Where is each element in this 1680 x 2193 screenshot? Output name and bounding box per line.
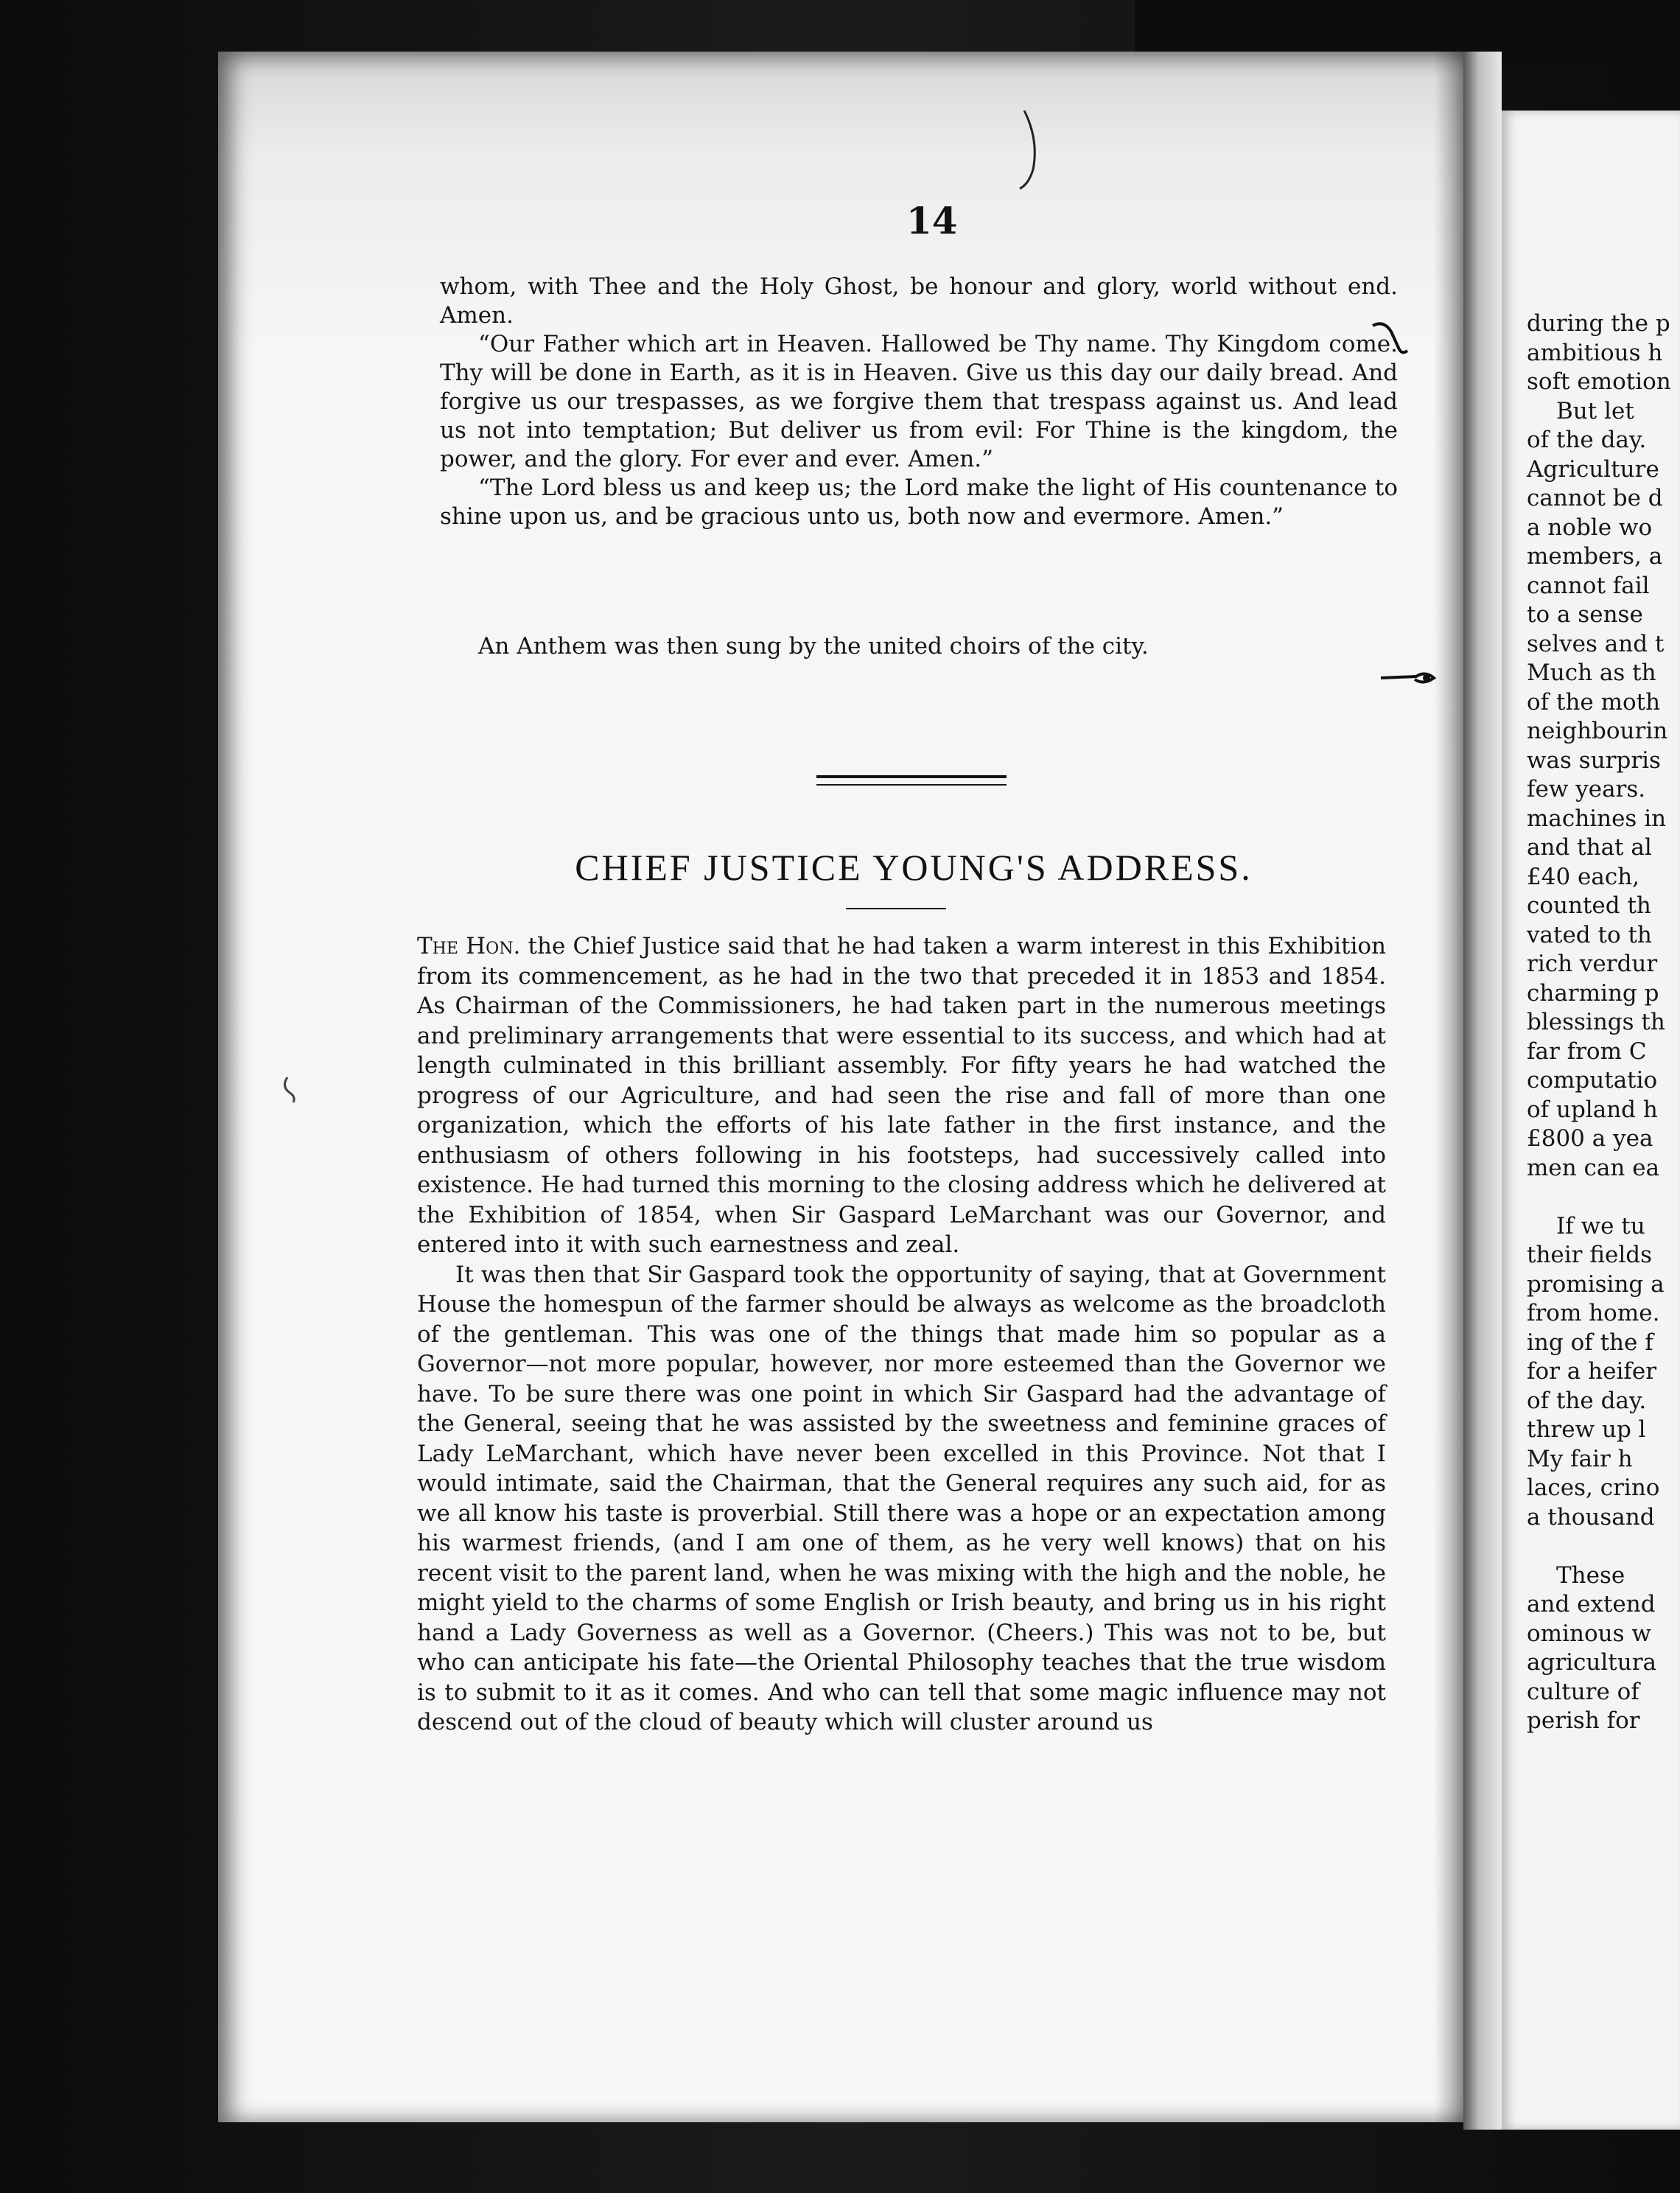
facing-page-line: was surpris: [1527, 746, 1661, 774]
page-number: 14: [906, 199, 958, 242]
facing-page-line: cannot fail: [1527, 572, 1650, 599]
double-rule-bottom: [816, 784, 1007, 786]
section-heading: CHIEF JUSTICE YOUNG'S ADDRESS.: [575, 847, 1253, 888]
facing-page-line: during the p: [1527, 310, 1670, 337]
facing-page-line: But let: [1556, 397, 1634, 424]
facing-page-line: of the day.: [1527, 427, 1647, 453]
facing-page-line: their fields: [1527, 1242, 1653, 1268]
facing-page-line: [1527, 1183, 1680, 1212]
facing-page-line: ambitious h: [1527, 339, 1663, 366]
facing-page-line: These: [1556, 1561, 1625, 1589]
facing-page-line: of the day.: [1527, 1387, 1647, 1414]
facing-page-line: promising a: [1527, 1270, 1665, 1298]
address-paragraph-1: [417, 931, 1386, 1260]
facing-page-line: few years.: [1527, 776, 1646, 802]
facing-page-line: members, a: [1527, 543, 1663, 570]
facing-page-line: rich verdur: [1527, 951, 1658, 977]
facing-page-line: £40 each,: [1527, 863, 1640, 890]
facing-page-line: a thousand: [1527, 1503, 1655, 1531]
page-curl-icon: [1017, 111, 1046, 192]
facing-page-line: neighbourin: [1527, 718, 1668, 744]
facing-page-line: from home.: [1527, 1300, 1660, 1326]
facing-page-line: threw up l: [1527, 1416, 1646, 1443]
book-gutter: [1463, 52, 1502, 2130]
facing-page-line: Much as th: [1527, 660, 1656, 686]
facing-page-line: and extend: [1527, 1591, 1656, 1617]
pen-mark-icon: [1369, 318, 1413, 363]
double-rule-top: [816, 775, 1007, 778]
facing-page-line: [1527, 1532, 1680, 1561]
pen-flourish-icon: [1379, 663, 1438, 693]
address-body: [417, 931, 1386, 1738]
facing-page-line: far from C: [1527, 1038, 1647, 1065]
facing-page-line: computatio: [1527, 1067, 1658, 1094]
facing-page-line: of upland h: [1527, 1096, 1658, 1123]
facing-page-line: to a sense: [1527, 601, 1643, 628]
lords-prayer: “Our Father which art in Heaven. Hallowed be Thy name. Thy Kingdom come. Thy will be done in Earth, as it is in Heaven. Give us this day our daily bread. And forgive us our trespasses, as we forgive them that trespass against us. And lead us not into temptation; But deliver us from evil: For Thine is the kingdom, the power, and the glory. For ever and ever. Amen.”: [440, 331, 1398, 472]
facing-page-line: If we tu: [1556, 1212, 1645, 1239]
facing-page-line: agricultura: [1527, 1649, 1657, 1676]
facing-page-line: counted th: [1527, 892, 1651, 919]
facing-page-line: soft emotion: [1527, 368, 1671, 395]
facing-page-text: [1527, 309, 1680, 1736]
heading-underline: [846, 908, 946, 909]
anthem-line: An Anthem was then sung by the united choirs of the city.: [478, 633, 1149, 660]
benediction: “The Lord bless us and keep us; the Lord make the light of His countenance to shine upon us, and be gracious unto us, both now and evermore. Amen.”: [440, 475, 1398, 530]
facing-page-line: ing of the f: [1527, 1329, 1653, 1356]
facing-page-line: charming p: [1527, 979, 1659, 1007]
facing-page-line: laces, crino: [1527, 1475, 1660, 1501]
facing-page-line: a noble wo: [1527, 514, 1653, 541]
facing-page-line: perish for: [1527, 1707, 1640, 1734]
prayer-closing: whom, with Thee and the Holy Ghost, be honour and glory, world without end. Amen.: [440, 273, 1398, 329]
facing-page-line: machines in: [1527, 805, 1667, 832]
facing-page-line: Agriculture: [1527, 455, 1659, 483]
facing-page-line: £800 a yea: [1527, 1125, 1653, 1152]
facing-page-line: for a heifer: [1527, 1358, 1657, 1385]
facing-page-line: selves and t: [1527, 630, 1665, 657]
facing-page-line: men can ea: [1527, 1154, 1660, 1181]
facing-page-line: and that al: [1527, 834, 1652, 861]
address-paragraph-2: It was then that Sir Gaspard took the opportunity of saying, that at Government House the homespun of the farmer should be always as welcome as the broadcloth of the gentleman. This was one of the things that made him so popular as a Governor—not more popular, however, nor more esteemed than the Governor we have. To be sure there was one point in which Sir Gaspard had the advantage of the General, seeing that he was assisted by the sweetness and feminine graces of Lady LeMarchant, which have never been excelled in this Province. Not that I would intimate, said the Chairman, that the General requires any such aid, for as we all know his taste is proverbial. Still there was a hope or an expectation among his warmest friends, (and I am one of them, as he very well knows) that on his recent visit to the parent land, when he was mixing with the high and the noble, he might yield to the charms of some English or Irish beauty, and bring us in his right hand a Lady Governess as well as a Governor. (Cheers.) This was not to be, but who can anticipate his fate—the Oriental Philosophy teaches that the true wisdom is to submit to it as it comes. And who can tell that some magic influence may not descend out of the cloud of beauty which will cluster around us: [417, 1261, 1386, 1735]
prayer-text: [440, 273, 1398, 531]
facing-page-line: of the moth: [1527, 688, 1661, 716]
facing-page-line: vated to th: [1527, 921, 1652, 948]
address-paragraph-1-text: the Chief Justice said that he had taken a warm interest in this Exhibition from its commencement, as he had in the two that preceded it in 1853 and 1854. As Chairman of the Commissioners, he had taken part in the numerous meetings and preliminary arrangements that were essential to its success, and which had at length culminated in this brilliant assembly. For fifty years he had watched the progress of our Agriculture, and had seen the rise and fall of more than one organization, which the efforts of his late father in the first instance, and the enthusiasm of others following in his footsteps, had successively called into existence. He had turned this morning to the closing address which he delivered at the Exhibition of 1854, when Sir Gaspard LeMarchant was our Governor, and entered into it with such earnestness and zeal.: [417, 933, 1386, 1258]
facing-page-line: culture of: [1527, 1678, 1639, 1705]
facing-page-line: My fair h: [1527, 1445, 1633, 1472]
facing-page-line: blessings th: [1527, 1009, 1665, 1035]
address-lead-in: The Hon.: [417, 933, 521, 959]
facing-page-line: cannot be d: [1527, 485, 1663, 511]
facing-page-line: ominous w: [1527, 1620, 1651, 1647]
ink-smudge-icon: [280, 1074, 305, 1104]
